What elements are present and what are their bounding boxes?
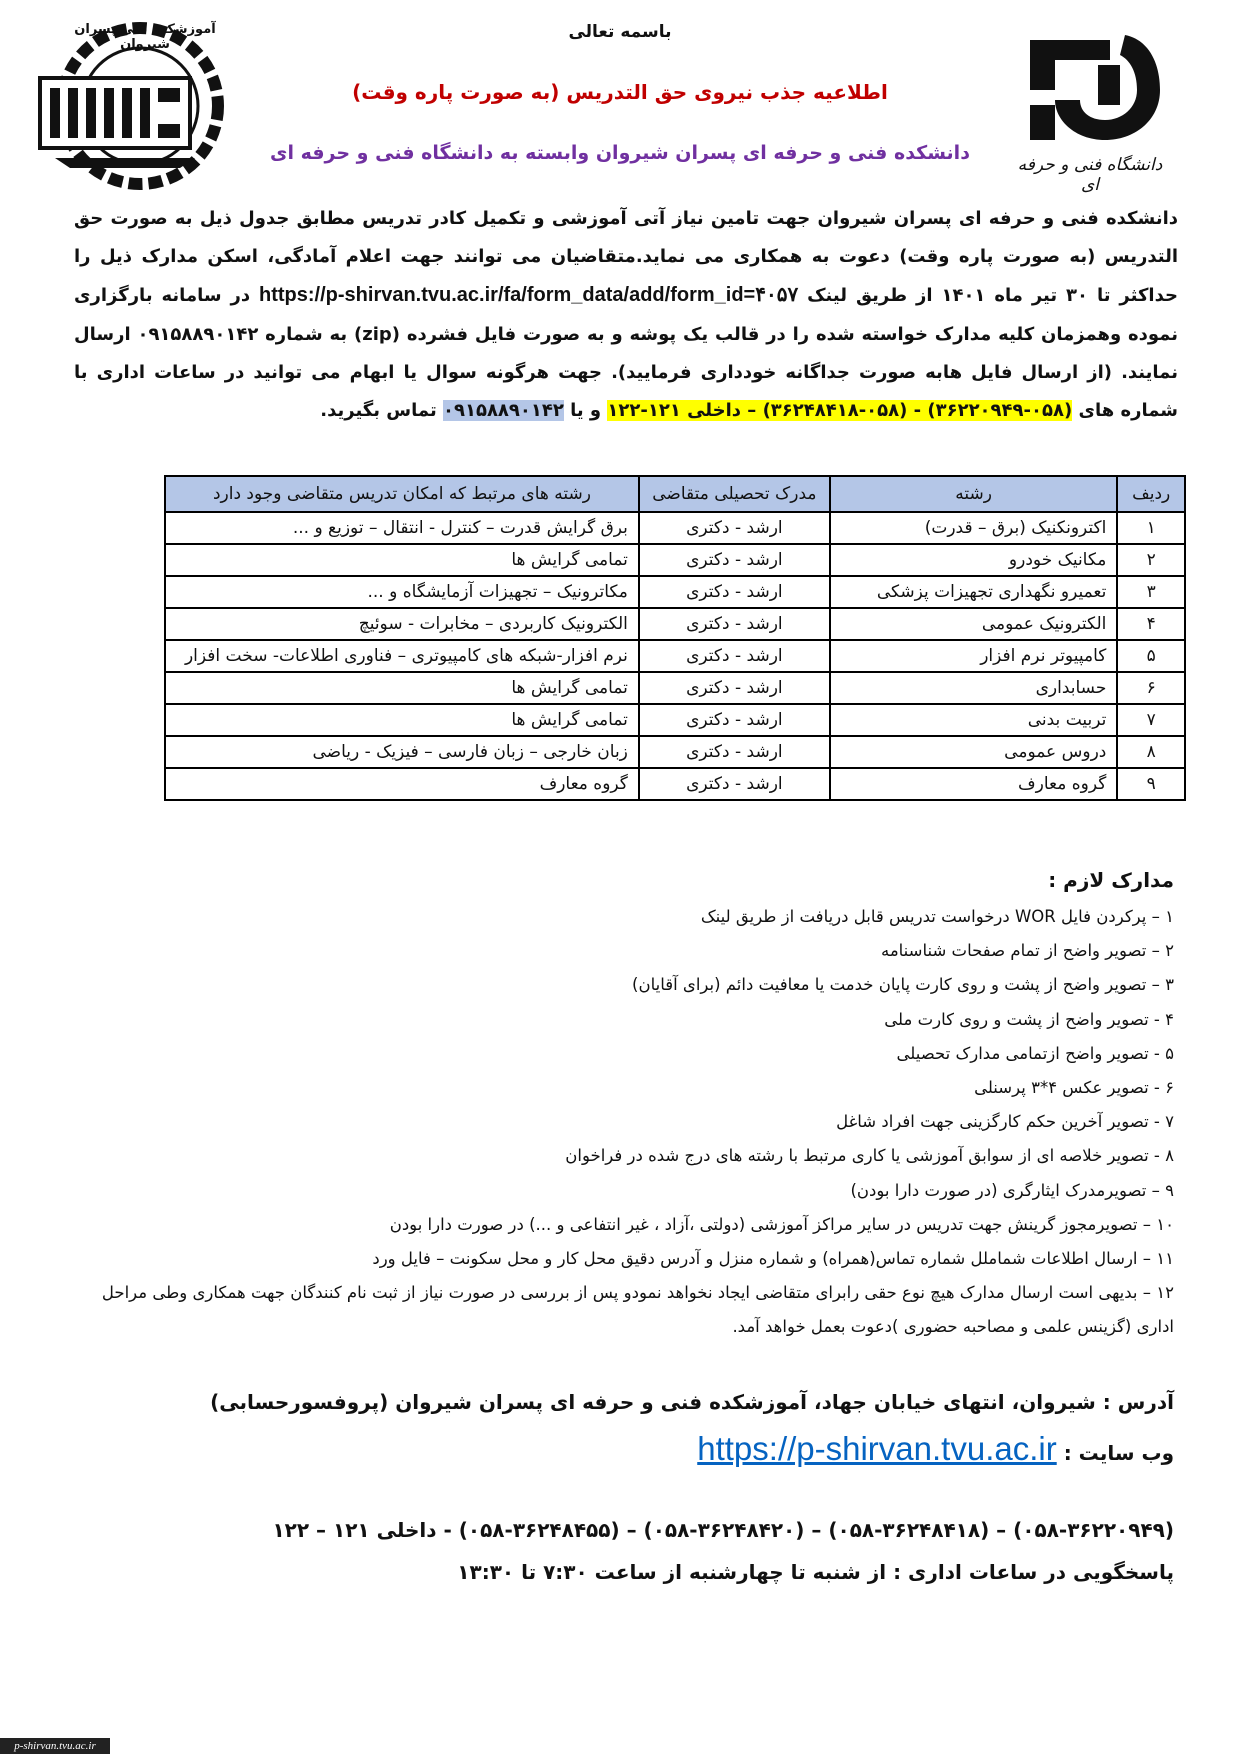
table-row [165,736,1185,768]
cell-field: حسابداری [830,672,1117,704]
header-degree: مدرک تحصیلی متقاضی [639,476,830,512]
university-logo [1010,20,1170,195]
cell-degree: ارشد - دکتری [639,672,830,704]
upload-link[interactable]: https://p-shirvan.tvu.ac.ir/fa/form_data/add/form_id=۴۰۵۷ [259,284,799,307]
requirements-title: مدارک لازم : [1048,868,1174,892]
intro-text-1: دانشکده فنی و حرفه ای پسران شیروان جهت تامین نیاز آتی آموزشی و تکمیل کادر تدریس مطابق جدول ذیل به صورت حق التدریس (به صورت پاره وقت) دعوت به همکاری می نماید.متقاضیان می توانند جهت اعلام آمادگی، اسکن مدارک ذیل را حداکثر تا ۳۰ تیر ماه ۱۴۰۱ از طریق لینک [74,208,1178,307]
website-label: وب سایت : [1063,1441,1174,1465]
cell-related: مکاترونیک – تجهیزات آزمایشگاه و ... [165,576,639,608]
cell-related: برق گرایش قدرت – کنترل - انتقال – توزیع و ... [165,512,639,544]
faculty-logo [30,18,225,193]
cell-row-number: ۵ [1117,640,1185,672]
list-item: ۶ - تصویر عکس ۴*۳ پرسنلی [974,1078,1174,1098]
cell-degree: ارشد - دکتری [639,704,830,736]
cell-row-number: ۶ [1117,672,1185,704]
cell-related: تمامی گرایش ها [165,704,639,736]
header-field: رشته [830,476,1117,512]
cell-related: زبان خارجی – زبان فارسی – فیزیک - ریاضی [165,736,639,768]
cell-degree: ارشد - دکتری [639,640,830,672]
website-line [60,1430,1174,1468]
list-item: ۱۱ – ارسال اطلاعات شماملل شماره تماس(همراه) و شماره منزل و آدرس دقیق محل کار و محل سکونت – فایل ورد [372,1249,1174,1269]
page-subtitle: دانشکده فنی و حرفه ای پسران شیروان وابسته به دانشگاه فنی و حرفه ای [270,142,970,164]
intro-text-2: در سامانه بارگزاری نموده وهمزمان کلیه مدارک خواسته شده را در قالب یک پوشه و به صورت فایل فشرده (zip) به شماره ۰۹۱۵۸۸۹۰۱۴۲ ارسال نمایند. (از ارسال فایل هابه صورت جداگانه خودداری فرمایید). جهت هرگونه سوال یا ابهام می توانید در ساعات اداری با شماره های [74,285,1179,422]
table-row [165,672,1185,704]
university-logo-caption: دانشگاه فنی و حرفه ای [1017,155,1163,195]
cell-row-number: ۸ [1117,736,1185,768]
table-row [165,640,1185,672]
office-hours: پاسخگویی در ساعات اداری : از شنبه تا چهارشنبه از ساعت ۷:۳۰ تا ۱۳:۳۰ [457,1560,1174,1584]
intro-text-3: تماس بگیرید. [320,400,437,422]
mobile-highlight: ۰۹۱۵۸۸۹۰۱۴۲ [443,400,564,422]
list-item: ۸ - تصویر خلاصه ای از سوابق آموزشی یا کاری مرتبط با رشته های درج شده در فراخوان [565,1146,1174,1166]
cell-related: الکترونیک کاربردی – مخابرات - سوئیچ [165,608,639,640]
fields-table [164,475,1186,801]
cell-related: گروه معارف [165,768,639,800]
table-row [165,768,1185,800]
list-item: ۹ – تصویرمدرک ایثارگری (در صورت دارا بودن) [850,1180,1174,1200]
header-row-number: ردیف [1117,476,1185,512]
list-item: ۲ – تصویر واضح از تمام صفحات شناسنامه [880,941,1174,961]
list-item: ۳ – تصویر واضح از پشت و روی کارت پایان خدمت یا معافیت دائم (برای آقایان) [632,975,1174,995]
table-row [165,608,1185,640]
office-phones-highlight: (۰۵۸-۳۶۲۲۰۹۴۹) - (۰۵۸-۳۶۲۴۸۴۱۸) – داخلی ۱۲۱-۱۲۲ [607,400,1073,422]
list-item: ۱ – پرکردن فایل WOR درخواست تدریس قابل دریافت از طریق لینک [700,907,1174,926]
cell-degree: ارشد - دکتری [639,768,830,800]
cell-field: تعمیرو نگهداری تجهیزات پزشکی [830,576,1117,608]
table-header-row [165,476,1185,512]
table-row [165,576,1185,608]
cell-degree: ارشد - دکتری [639,512,830,544]
cell-row-number: ۲ [1117,544,1185,576]
table-row [165,512,1185,544]
cell-degree: ارشد - دکتری [639,608,830,640]
list-item: ۵ - تصویر واضح ازتمامی مدارک تحصیلی [896,1043,1174,1063]
cell-field: اکترونکنیک (برق – قدرت) [830,512,1117,544]
faculty-logo-caption: آموزشکده فنی پسران شیروان [74,22,216,52]
table-row [165,704,1185,736]
list-item: ۱۰ – تصویرمجوز گرینش جهت تدریس در سایر مراکز آموزشی (دولتی ،آزاد ، غیر انتفاعی و ...) در صورت دارا بودن [389,1214,1174,1234]
requirements-list [100,900,1174,1345]
header-related-fields: رشته های مرتبط که امکان تدریس متقاضی وجود دارد [165,476,639,512]
list-item: ۱۲ – بدیهی است ارسال مدارک هیچ نوع حقی رابرای متقاضی ایجاد نخواهد نمودو پس از بررسی در صورت نیاز از ثبت نام کنندگان جهت همکاری وطی مراحل اداری (گزینس علمی و مصاحبه حضوری )دعوت بعمل خواهد آمد. [101,1283,1174,1337]
intro-paragraph [74,200,1178,430]
cell-degree: ارشد - دکتری [639,736,830,768]
website-link[interactable]: https://p-shirvan.tvu.ac.ir [697,1430,1057,1467]
intro-and-or: و یا [570,400,602,422]
cell-related: نرم افزار-شبکه های کامپیوتری – فناوری اطلاعات- سخت افزار [165,640,639,672]
bismillah: باسمه تعالی [568,22,672,42]
cell-degree: ارشد - دکتری [639,576,830,608]
cell-row-number: ۳ [1117,576,1185,608]
cell-degree: ارشد - دکتری [639,544,830,576]
footer-site-badge[interactable]: p-shirvan.tvu.ac.ir [0,1738,110,1754]
cell-field: گروه معارف [830,768,1117,800]
cell-field: کامپیوتر نرم افزار [830,640,1117,672]
cell-field: الکترونیک عمومی [830,608,1117,640]
contact-phones: (۰۵۸-۳۶۲۲۰۹۴۹) – (۰۵۸-۳۶۲۴۸۴۱۸) – (۰۵۸-۳۶۲۴۸۴۲۰) – (۰۵۸-۳۶۲۴۸۴۵۵) - داخلی ۱۲۱ – ۱۲۲ [272,1518,1174,1542]
cell-field: مکانیک خودرو [830,544,1117,576]
cell-row-number: ۹ [1117,768,1185,800]
address: آدرس : شیروان، انتهای خیابان جهاد، آموزشکده فنی و حرفه ای پسران شیروان (پروفسورحسابی) [210,1390,1174,1414]
page-title: اطلاعیه جذب نیروی حق التدریس (به صورت پاره وقت) [352,80,888,104]
table-row [165,544,1185,576]
cell-row-number: ۱ [1117,512,1185,544]
cell-related: تمامی گرایش ها [165,544,639,576]
cell-row-number: ۷ [1117,704,1185,736]
cell-field: دروس عمومی [830,736,1117,768]
cell-field: تربیت بدنی [830,704,1117,736]
list-item: ۷ - تصویر آخرین حکم کارگزینی جهت افراد شاغل [836,1112,1174,1132]
list-item: ۴ - تصویر واضح از پشت و روی کارت ملی [884,1009,1174,1029]
cell-related: تمامی گرایش ها [165,672,639,704]
cell-row-number: ۴ [1117,608,1185,640]
